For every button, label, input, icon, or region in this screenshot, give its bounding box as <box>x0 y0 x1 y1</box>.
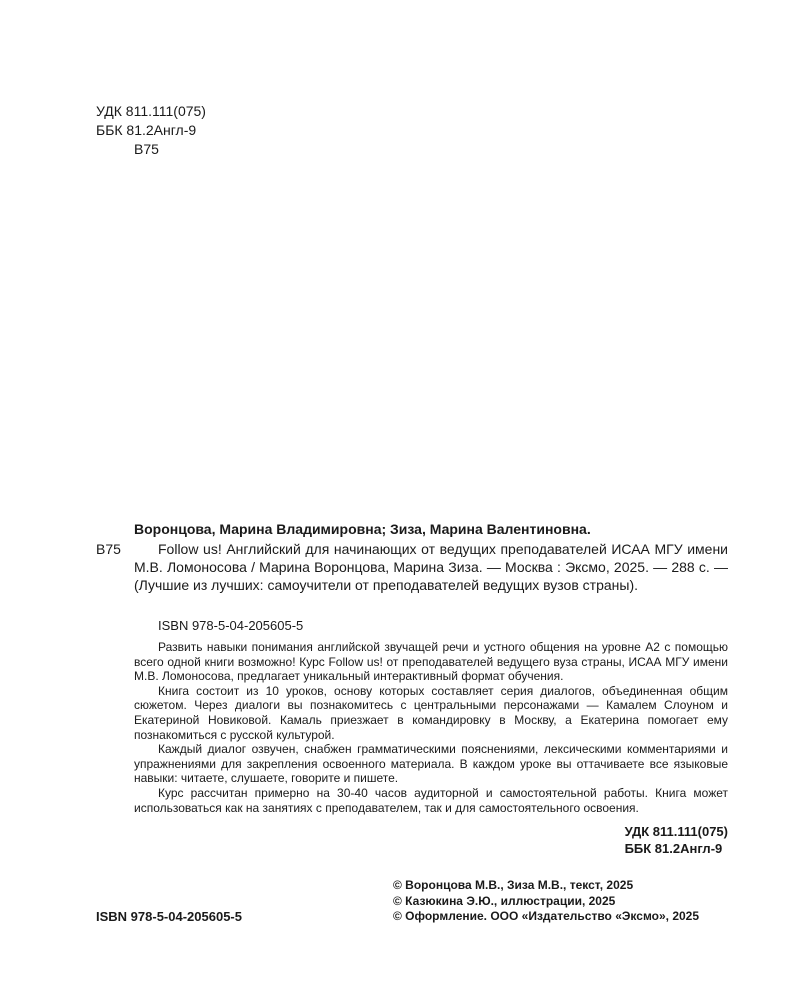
entry-author-mark: В75 <box>96 541 121 557</box>
copyright-line: © Казюкина Э.Ю., иллюстрации, 2025 <box>393 893 616 908</box>
copyright-line: © Воронцова М.В., Зиза М.В., текст, 2025 <box>393 878 634 892</box>
footer-classification-codes <box>625 823 728 857</box>
footer-udk-code: УДК 811.111(075) <box>624 824 728 839</box>
footer-isbn: ISBN 978-5-04-205605-5 <box>96 909 242 924</box>
classification-codes <box>96 102 206 159</box>
annotation-paragraph: Книга состоит из 10 уроков, основу которых составляет серия диалогов, объединенная общим сюжетом. Через диалоги вы познакомитесь с центральными персонажами — Камалем Слоуном и Екатериной Новиковой. Камаль приезжает в командировку в Москву, а Екатерина помогает ему познакомиться с русской культурой. <box>134 683 728 742</box>
annotation-paragraph: Курс рассчитан примерно на 30-40 часов аудиторной и самостоятельной работы. Книга может использоваться как на занятиях с преподавателем, так и для самостоятельного освоения. <box>134 785 728 815</box>
entry-authors: Воронцова, Марина Владимировна; Зиза, Марина Валентиновна. <box>134 521 591 537</box>
copyright-line: © Оформление. ООО «Издательство «Эксмо», 2025 <box>393 909 700 923</box>
annotation-paragraph: Развить навыки понимания английской звучащей речи и устного общения на уровне А2 с помощью всего одной книги возможно! Курс Follow us! от преподавателей ведущего вуза страны, ИСАА МГУ имени М.В. Ломоносова, предлагает уникальный интерактивный формат обучения. <box>134 640 728 684</box>
udk-code: УДК 811.111(075) <box>96 103 206 119</box>
author-mark: В75 <box>134 141 159 157</box>
annotation <box>134 640 728 815</box>
footer-bbk-code: ББК 81.2Англ-9 <box>624 841 723 856</box>
copyright-block <box>393 878 699 925</box>
bbk-code: ББК 81.2Англ-9 <box>96 122 197 138</box>
entry-isbn: ISBN 978-5-04-205605-5 <box>158 618 304 633</box>
bibliographic-description: Follow us! Английский для начинающих от ведущих преподавателей ИСАА МГУ имени М.В. Ломоносова / Марина Воронцова, Марина Зиза. — Москва : Эксмо, 2025. — 288 с. — (Лучшие из лучших: самоучители от преподавателей ведущих вузов страны). <box>134 541 728 593</box>
annotation-paragraph: Каждый диалог озвучен, снабжен грамматическими пояснениями, лексическими комментариями и упражнениями для закрепления освоенного материала. В каждом уроке вы оттачиваете все языковые навыки: читаете, слушаете, говорите и пишете. <box>134 742 728 786</box>
